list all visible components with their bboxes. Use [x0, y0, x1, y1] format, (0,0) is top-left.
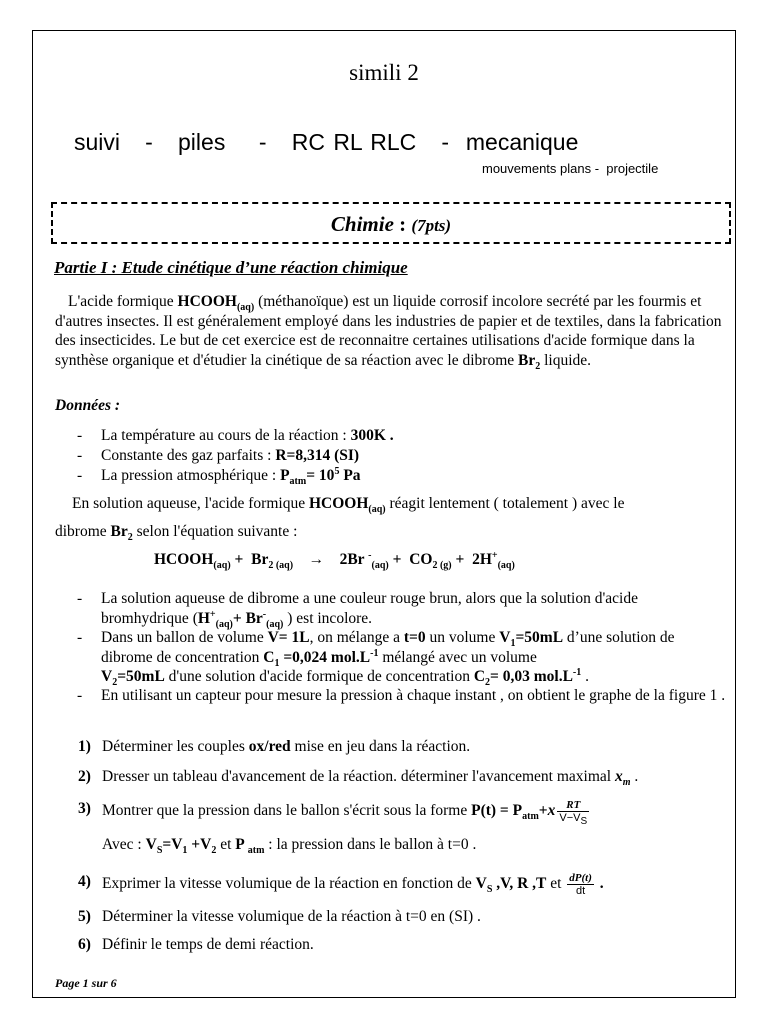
chimie-label: Chimie — [330, 212, 394, 236]
donnees-label: Données : — [55, 397, 121, 414]
page-footer: Page 1 sur 6 — [55, 976, 117, 990]
intro-text-b: (méthanoïque) est un liquide corrosif incolore secrété par les fourmis et d'autres insectes. Il est généralement employé dans les industries de papier et de textiles, dans la fabrication des insecticides. Le but de cet exercice est de reconnaitre certaines utilisations d'acide formique dans la synthèse organique et d'étudier la cinétique de sa réaction avec le dibrome — [55, 293, 722, 369]
q3-fraction: $\frac{RT}{V-V_S}$ — [559, 799, 588, 828]
reaction-equation: $HCOOH_{(aq)} + Br_{2 (aq)}$ → 2Br $^-_{(aq)} + CO_{2 (g)} + 2H^+_{(aq)}$ — [154, 549, 515, 572]
solution-formula: HCOOH — [308, 495, 369, 512]
patm-unit: Pa — [339, 467, 361, 484]
patm-text: La pression atmosphérique : — [101, 467, 281, 484]
page-title: simili 2 — [349, 60, 419, 85]
gaz-value: R=8,314 (SI) — [275, 447, 360, 464]
solution-text-a: En solution aqueuse, l'acide formique — [72, 495, 309, 512]
intro-text-c: liquide. — [540, 351, 592, 369]
subtopics-line: mouvements plans - projectile — [482, 161, 659, 176]
chimie-points: (7pts) — [411, 216, 452, 235]
intro-br-sub: 2 — [535, 360, 541, 372]
solution-text-c: dibrome — [55, 523, 111, 540]
solution-line-1 — [55, 494, 725, 514]
solution-text-b: réagit lentement ( totalement ) avec le — [385, 495, 625, 512]
gaz-text: Constante des gaz parfaits : — [101, 447, 276, 464]
intro-paragraph — [55, 292, 725, 370]
partie-title: Partie I : Etude cinétique d’une réaction chimique — [54, 258, 408, 277]
temp-text: La température au cours de la réaction : — [101, 427, 351, 444]
subjects-line: suivi - piles - RC RL RLC - mecanique — [74, 129, 579, 155]
patm-sub: atm — [289, 476, 307, 488]
q4-fraction: $\frac{dP(t)}{dt}$ — [569, 872, 592, 897]
solution-br-sub: 2 — [127, 532, 133, 544]
patm-eq: = 10 — [306, 467, 335, 484]
intro-text-a: L'acide formique — [68, 293, 178, 310]
temp-value: 300K . — [350, 427, 394, 444]
intro-formula: HCOOH — [177, 293, 237, 310]
intro-br: Br — [518, 351, 536, 369]
solution-line-2 — [55, 522, 725, 542]
patm-sup: 5 — [334, 465, 340, 477]
solution-text-d: selon l'équation suivante : — [132, 523, 298, 540]
intro-formula-sub: (aq) — [236, 302, 255, 314]
patm-P: P — [280, 467, 290, 484]
solution-formula-sub: (aq) — [368, 504, 386, 516]
chimie-colon: : — [393, 212, 412, 236]
solution-br: Br — [110, 523, 128, 540]
chimie-banner — [51, 202, 731, 244]
reaction-arrow: → — [293, 551, 340, 568]
